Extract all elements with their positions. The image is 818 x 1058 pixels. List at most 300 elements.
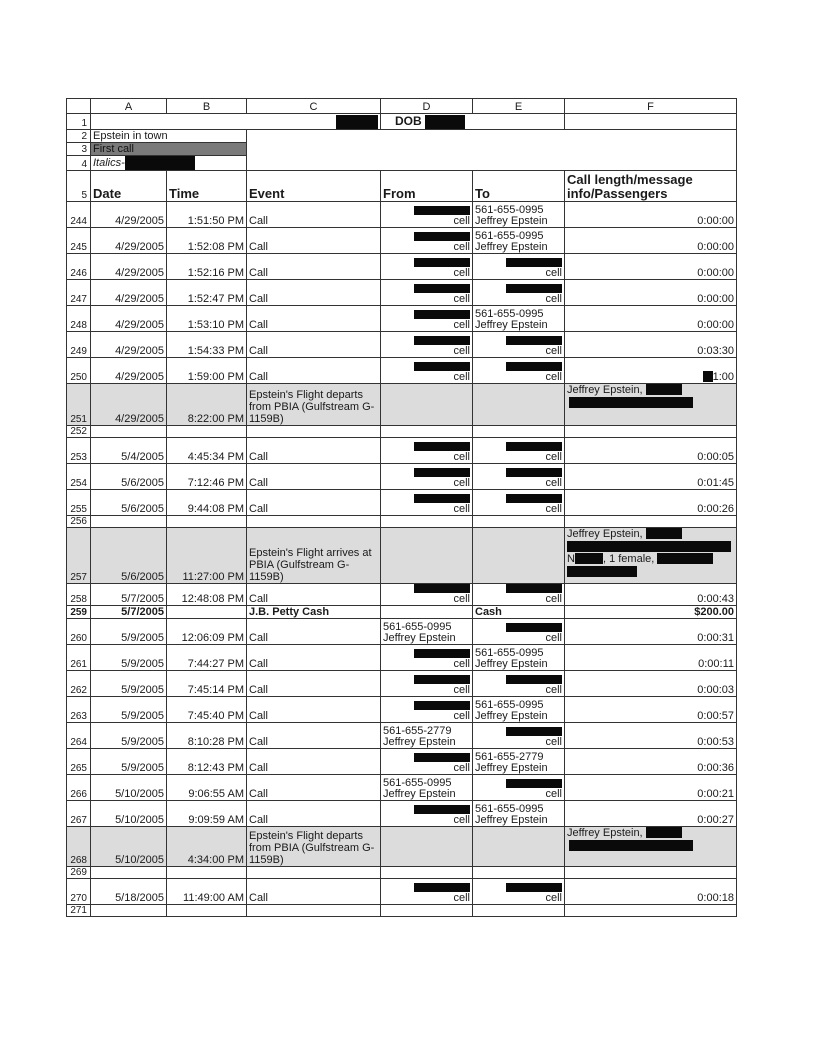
title-redaction-cell: [91, 114, 381, 130]
row-number: 270: [67, 878, 91, 904]
time-cell: 9:09:59 AM: [167, 800, 247, 826]
call-length-cell: 0:00:05: [565, 437, 737, 463]
time-cell: 12:48:08 PM: [167, 583, 247, 605]
table-row: [67, 618, 737, 644]
to-cell-name: Jeffrey Epstein: [475, 761, 548, 774]
redaction-block: [506, 442, 562, 451]
to-cell: [473, 748, 565, 774]
from-cell: [381, 489, 473, 515]
passenger-name: Jeffrey Epstein,: [567, 826, 643, 839]
to-cell-number: 561-655-0995: [475, 203, 544, 216]
to-cell-label: cell: [545, 891, 562, 904]
table-row: [67, 826, 737, 866]
to-cell: [473, 618, 565, 644]
to-cell-number: 561-655-0995: [475, 802, 544, 815]
row-number: 261: [67, 644, 91, 670]
time-cell: [167, 866, 247, 878]
date-cell: 5/9/2005: [91, 722, 167, 748]
from-cell-number: 561-655-0995: [383, 776, 452, 789]
from-cell-label: cell: [453, 266, 470, 279]
to-cell: [473, 437, 565, 463]
to-cell: [473, 201, 565, 227]
time-cell: 7:44:27 PM: [167, 644, 247, 670]
column-header-f: F: [565, 99, 737, 114]
header-to: To: [473, 170, 565, 201]
redaction-block: [646, 827, 682, 838]
redaction-block: [414, 584, 470, 593]
redaction-block: [646, 384, 682, 395]
call-length-cell: 0:00:27: [565, 800, 737, 826]
from-cell-label: cell: [453, 657, 470, 670]
to-cell-label: cell: [545, 370, 562, 383]
table-row: [67, 527, 737, 583]
to-cell: [473, 527, 565, 583]
table-row: [67, 644, 737, 670]
table-row: [67, 670, 737, 696]
row-number: 5: [67, 170, 91, 201]
call-length-cell: $200.00: [565, 605, 737, 618]
event-cell: Call: [247, 489, 381, 515]
redaction-block: [125, 156, 195, 170]
to-cell: [473, 253, 565, 279]
from-cell-label: cell: [453, 761, 470, 774]
date-cell: 5/18/2005: [91, 878, 167, 904]
to-cell: [473, 866, 565, 878]
row-number: 252: [67, 425, 91, 437]
from-cell-number: 561-655-0995: [383, 620, 452, 633]
from-cell-label: cell: [453, 292, 470, 305]
to-cell-label: cell: [545, 683, 562, 696]
column-header-b: B: [167, 99, 247, 114]
to-cell-label: cell: [545, 592, 562, 605]
row-number: 257: [67, 527, 91, 583]
from-cell: [381, 866, 473, 878]
time-cell: 4:45:34 PM: [167, 437, 247, 463]
event-cell: Call: [247, 670, 381, 696]
from-cell: [381, 670, 473, 696]
redaction-block: [506, 336, 562, 345]
call-length-cell: 0:00:11: [565, 644, 737, 670]
from-cell: [381, 826, 473, 866]
row-number: 260: [67, 618, 91, 644]
table-row: [67, 201, 737, 227]
call-length-cell: 0:00:57: [565, 696, 737, 722]
call-length-cell: [565, 515, 737, 527]
event-cell: Call: [247, 305, 381, 331]
to-cell: [473, 774, 565, 800]
time-cell: 8:12:43 PM: [167, 748, 247, 774]
to-cell: [473, 670, 565, 696]
to-cell: [473, 800, 565, 826]
from-cell: [381, 527, 473, 583]
call-length-cell: [565, 357, 737, 383]
from-cell: [381, 383, 473, 425]
time-cell: [167, 515, 247, 527]
from-cell: [381, 357, 473, 383]
to-cell-number: 561-655-2779: [475, 750, 544, 763]
redaction-block: [414, 805, 470, 814]
legend-first-call: First call: [91, 142, 247, 155]
redaction-block: [506, 494, 562, 503]
redaction-block: [414, 701, 470, 710]
event-cell: Epstein's Flight arrives at PBIA (Gulfstream G-1159B): [247, 527, 381, 583]
to-cell: [473, 489, 565, 515]
to-cell: [473, 227, 565, 253]
redaction-block: [567, 566, 637, 577]
redaction-block: [703, 371, 713, 382]
redaction-block: [506, 362, 562, 371]
date-cell: 4/29/2005: [91, 253, 167, 279]
to-cell: [473, 279, 565, 305]
table-row: [67, 383, 737, 425]
time-cell: 1:52:47 PM: [167, 279, 247, 305]
to-cell: Cash: [473, 605, 565, 618]
redaction-block: [506, 623, 562, 632]
time-cell: 9:44:08 PM: [167, 489, 247, 515]
passenger-female: , 1 female,: [602, 552, 655, 565]
row-number: 267: [67, 800, 91, 826]
from-cell: [381, 463, 473, 489]
event-cell: Call: [247, 800, 381, 826]
time-cell: 4:34:00 PM: [167, 826, 247, 866]
from-cell: [381, 904, 473, 916]
date-cell: 5/6/2005: [91, 489, 167, 515]
redaction-block: [506, 468, 562, 477]
redaction-block: [657, 553, 713, 564]
redaction-block: [414, 442, 470, 451]
row-number: 245: [67, 227, 91, 253]
row-number: 264: [67, 722, 91, 748]
date-cell: 4/29/2005: [91, 357, 167, 383]
column-header-d: D: [381, 99, 473, 114]
legend-italics-cell: [91, 155, 247, 170]
row-number: 253: [67, 437, 91, 463]
time-cell: 1:51:50 PM: [167, 201, 247, 227]
date-cell: 4/29/2005: [91, 331, 167, 357]
passengers-cell: [565, 826, 737, 866]
date-cell: 5/6/2005: [91, 463, 167, 489]
row-number: 259: [67, 605, 91, 618]
legend-italics: Italics-: [93, 156, 125, 169]
call-length-cell: 0:03:30: [565, 331, 737, 357]
event-cell: Call: [247, 748, 381, 774]
passenger-name: Jeffrey Epstein,: [567, 383, 643, 396]
from-cell-label: cell: [453, 476, 470, 489]
redaction-block: [414, 284, 470, 293]
date-cell: [91, 515, 167, 527]
table-row: [67, 583, 737, 605]
time-cell: 8:22:00 PM: [167, 383, 247, 425]
from-cell-name: Jeffrey Epstein: [383, 735, 456, 748]
row-number: 251: [67, 383, 91, 425]
to-cell-label: cell: [545, 735, 562, 748]
redaction-block: [414, 336, 470, 345]
event-cell: Epstein's Flight departs from PBIA (Gulfstream G-1159B): [247, 383, 381, 425]
row-number: 249: [67, 331, 91, 357]
row-number: 4: [67, 155, 91, 170]
date-cell: [91, 866, 167, 878]
event-cell: Epstein's Flight departs from PBIA (Gulfstream G-1159B): [247, 826, 381, 866]
time-cell: [167, 904, 247, 916]
to-cell-name: Jeffrey Epstein: [475, 709, 548, 722]
redaction-block: [569, 840, 693, 851]
from-cell-label: cell: [453, 370, 470, 383]
from-cell: [381, 774, 473, 800]
to-cell: [473, 331, 565, 357]
row-number: 262: [67, 670, 91, 696]
time-cell: 1:54:33 PM: [167, 331, 247, 357]
event-cell: Call: [247, 253, 381, 279]
from-cell-label: cell: [453, 709, 470, 722]
date-cell: 4/29/2005: [91, 279, 167, 305]
from-cell-label: cell: [453, 502, 470, 515]
from-cell: [381, 800, 473, 826]
redaction-block: [414, 206, 470, 215]
to-cell-name: Jeffrey Epstein: [475, 813, 548, 826]
row-number: 263: [67, 696, 91, 722]
to-cell: [473, 357, 565, 383]
date-cell: [91, 904, 167, 916]
time-cell: 7:45:14 PM: [167, 670, 247, 696]
date-cell: 5/9/2005: [91, 670, 167, 696]
row-number: 2: [67, 129, 91, 142]
call-length-cell: 0:00:00: [565, 305, 737, 331]
from-cell: [381, 437, 473, 463]
spreadsheet-table: [66, 98, 737, 917]
call-length-cell: 0:00:21: [565, 774, 737, 800]
from-cell-label: cell: [453, 683, 470, 696]
sheet-row-2: [67, 129, 737, 142]
table-row: [67, 904, 737, 916]
row-number: 266: [67, 774, 91, 800]
redaction-block: [506, 675, 562, 684]
call-length-cell: 0:00:00: [565, 279, 737, 305]
time-cell: 9:06:55 AM: [167, 774, 247, 800]
call-length-cell: [565, 866, 737, 878]
time-cell: 11:49:00 AM: [167, 878, 247, 904]
to-cell: [473, 696, 565, 722]
redaction-block: [506, 883, 562, 892]
date-cell: 5/10/2005: [91, 800, 167, 826]
from-cell: [381, 425, 473, 437]
from-cell-label: cell: [453, 344, 470, 357]
event-cell: Call: [247, 201, 381, 227]
event-cell: Call: [247, 463, 381, 489]
to-cell-name: Jeffrey Epstein: [475, 214, 548, 227]
redaction-block: [414, 649, 470, 658]
to-cell-label: cell: [545, 787, 562, 800]
to-cell: [473, 305, 565, 331]
time-cell: 1:52:16 PM: [167, 253, 247, 279]
table-row: [67, 305, 737, 331]
to-cell-number: 561-655-0995: [475, 307, 544, 320]
redaction-block: [414, 753, 470, 762]
dob-label: DOB: [395, 114, 422, 128]
from-cell: [381, 878, 473, 904]
from-cell: [381, 605, 473, 618]
event-cell: Call: [247, 644, 381, 670]
to-cell-number: 561-655-0995: [475, 698, 544, 711]
time-cell: 12:06:09 PM: [167, 618, 247, 644]
table-row: [67, 437, 737, 463]
call-length-cell: 0:00:26: [565, 489, 737, 515]
row-number: 268: [67, 826, 91, 866]
row-number: 269: [67, 866, 91, 878]
column-header-row: [67, 99, 737, 114]
table-row: [67, 866, 737, 878]
from-cell-label: cell: [453, 318, 470, 331]
row-number: 250: [67, 357, 91, 383]
call-length-value: 1:00: [712, 370, 734, 383]
row-number: 246: [67, 253, 91, 279]
event-cell: Call: [247, 774, 381, 800]
event-cell: Call: [247, 722, 381, 748]
table-row: [67, 357, 737, 383]
date-cell: 5/10/2005: [91, 774, 167, 800]
redaction-block: [506, 779, 562, 788]
to-cell: [473, 644, 565, 670]
table-row: [67, 279, 737, 305]
call-length-cell: 0:00:31: [565, 618, 737, 644]
event-cell: Call: [247, 583, 381, 605]
call-length-cell: 0:00:00: [565, 253, 737, 279]
redaction-block: [569, 397, 693, 408]
to-cell: [473, 425, 565, 437]
date-cell: 5/9/2005: [91, 748, 167, 774]
date-cell: 5/6/2005: [91, 527, 167, 583]
table-row: [67, 748, 737, 774]
from-cell: [381, 583, 473, 605]
row-number: 244: [67, 201, 91, 227]
redaction-block: [414, 232, 470, 241]
call-length-cell: [565, 904, 737, 916]
date-cell: 5/9/2005: [91, 696, 167, 722]
event-cell: Call: [247, 437, 381, 463]
date-cell: [91, 425, 167, 437]
header-date: Date: [91, 170, 167, 201]
time-cell: 7:45:40 PM: [167, 696, 247, 722]
from-cell: [381, 748, 473, 774]
redaction-block: [336, 115, 378, 129]
from-cell: [381, 618, 473, 644]
time-cell: 7:12:46 PM: [167, 463, 247, 489]
to-cell-name: Jeffrey Epstein: [475, 318, 548, 331]
call-length-cell: 0:00:43: [565, 583, 737, 605]
call-length-cell: 0:00:03: [565, 670, 737, 696]
redaction-block: [506, 258, 562, 267]
event-cell: Call: [247, 696, 381, 722]
time-cell: 11:27:00 PM: [167, 527, 247, 583]
event-cell: Call: [247, 357, 381, 383]
to-cell: [473, 515, 565, 527]
date-cell: 5/10/2005: [91, 826, 167, 866]
to-cell: [473, 878, 565, 904]
from-cell-label: cell: [453, 214, 470, 227]
to-cell-label: cell: [545, 476, 562, 489]
date-cell: 4/29/2005: [91, 201, 167, 227]
to-cell: [473, 904, 565, 916]
column-header-c: C: [247, 99, 381, 114]
date-cell: 5/7/2005: [91, 583, 167, 605]
header-call-length: Call length/message info/Passengers: [565, 170, 737, 201]
redaction-block: [506, 727, 562, 736]
event-cell: Call: [247, 878, 381, 904]
date-cell: 4/29/2005: [91, 383, 167, 425]
event-cell: Call: [247, 279, 381, 305]
call-length-cell: 0:00:00: [565, 227, 737, 253]
to-cell-label: cell: [545, 450, 562, 463]
corner-cell: [67, 99, 91, 114]
time-cell: 1:52:08 PM: [167, 227, 247, 253]
to-cell: [473, 583, 565, 605]
empty-cell: [565, 114, 737, 130]
to-cell: [473, 463, 565, 489]
passengers-cell: [565, 383, 737, 425]
row-number: 258: [67, 583, 91, 605]
from-cell: [381, 696, 473, 722]
redaction-block: [414, 468, 470, 477]
from-cell: [381, 331, 473, 357]
redaction-block: [506, 584, 562, 593]
passenger-initial: N: [567, 552, 575, 565]
redaction-block: [567, 541, 731, 552]
redaction-block: [414, 494, 470, 503]
row-number: 3: [67, 142, 91, 155]
header-event: Event: [247, 170, 381, 201]
time-cell: 1:59:00 PM: [167, 357, 247, 383]
time-cell: [167, 605, 247, 618]
from-cell: [381, 305, 473, 331]
table-row: [67, 463, 737, 489]
table-row: [67, 774, 737, 800]
call-length-cell: [565, 425, 737, 437]
to-cell-label: cell: [545, 631, 562, 644]
time-cell: [167, 425, 247, 437]
header-row: [67, 170, 737, 201]
redaction-block: [414, 362, 470, 371]
table-row: [67, 253, 737, 279]
date-cell: 4/29/2005: [91, 227, 167, 253]
from-cell-label: cell: [453, 592, 470, 605]
redaction-block: [414, 675, 470, 684]
table-row: [67, 605, 737, 618]
to-cell-label: cell: [545, 502, 562, 515]
table-row: [67, 489, 737, 515]
passenger-name: Jeffrey Epstein,: [567, 527, 643, 540]
table-row: [67, 722, 737, 748]
table-row: [67, 331, 737, 357]
call-length-cell: 0:00:18: [565, 878, 737, 904]
from-cell-name: Jeffrey Epstein: [383, 787, 456, 800]
row-number: 1: [67, 114, 91, 130]
to-cell-label: cell: [545, 344, 562, 357]
call-length-cell: 0:01:45: [565, 463, 737, 489]
from-cell: [381, 722, 473, 748]
row-number: 265: [67, 748, 91, 774]
row-number: 256: [67, 515, 91, 527]
column-header-a: A: [91, 99, 167, 114]
table-row: [67, 878, 737, 904]
to-cell-name: Jeffrey Epstein: [475, 657, 548, 670]
redaction-block: [425, 115, 465, 129]
event-cell: Call: [247, 618, 381, 644]
event-cell: Call: [247, 331, 381, 357]
to-cell: [473, 722, 565, 748]
date-cell: 5/9/2005: [91, 644, 167, 670]
from-cell: [381, 515, 473, 527]
event-cell: Call: [247, 227, 381, 253]
redaction-block: [575, 553, 603, 564]
